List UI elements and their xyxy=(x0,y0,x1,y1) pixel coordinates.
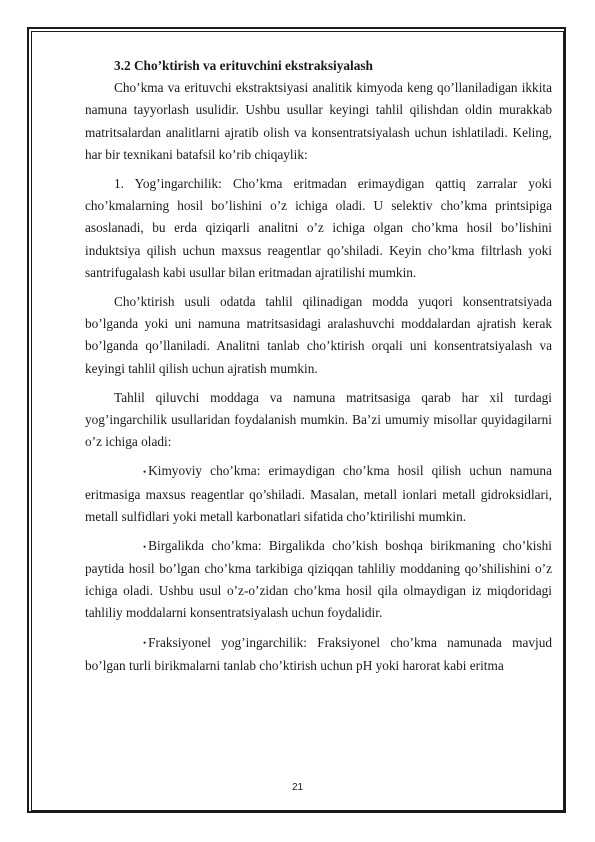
bullet-icon: • xyxy=(143,467,147,478)
bullet-item-fractional xyxy=(85,632,552,677)
document-body xyxy=(85,55,552,684)
bullet-text: Birgalikda cho’kma: Birgalikda cho’kish boshqa birikmaning cho’kishi paytida hosil bo’lgan cho’kma tarkibiga qiziqqan tahliliy moddaning qo’shilishini o’z ichiga oladi. Ushbu usul o’z-o’zidan cho’kma hosil qila olmaydigan iz miqdoridagi tahliliy moddalarni konsentratsiyalash uchun foydalidir. xyxy=(85,537,552,621)
paragraph-usage: Cho’ktirish usuli odatda tahlil qilinadigan modda yuqori konsentratsiyada bo’lganda yoki uni namuna matritsasidagi aralashuvchi moddalardan ajratish kerak bo’lganda qo’llaniladi. Analitni tanlab cho’ktirish orqali uni konsentratsiyalash va keyingi tahlil qilish uchun ajratish mumkin. xyxy=(85,294,552,376)
bullet-text: Fraksiyonel yog’ingarchilik: Fraksiyonel cho’kma namunada mavjud bo’lgan turli birikmalarni tanlab cho’ktirish uchun pH yoki harorat kabi eritma xyxy=(85,634,552,673)
section-heading: 3.2 Cho’ktirish va erituvchini ekstraksiyalash xyxy=(114,58,373,73)
paragraph-intro: Cho’kma va erituvchi ekstraktsiyasi analitik kimyoda keng qo’llaniladigan ikkita namuna tayyorlash usulidir. Ushbu usullar keyingi tahlil qilishdan oldin murakkab matritsalardan analitlarni ajratib olish va konsentratsiyalash uchun ishlatiladi. Keling, har bir texnikani batafsil ko’rib chiqaylik: xyxy=(85,80,552,162)
bullet-item-chemical xyxy=(85,460,552,527)
bullet-item-coprecipitation xyxy=(85,535,552,625)
bullet-icon: • xyxy=(143,638,147,649)
paragraph-precipitation: 1. Yog’ingarchilik: Cho’kma eritmadan erimaydigan qattiq zarralar yoki cho’kmalarning hosil bo’lishini o’z ichiga oladi. U selektiv cho’kma printsipiga asoslanadi, bu erda qiziqarli analitni o’z ichiga olgan cho’kma hosil bo’lishini induktsiya qilish uchun maxsus reagentlar qo’shiladi. Keyin cho’kma filtrlash yoki santrifugalash kabi usullar bilan eritmadan ajratilishi mumkin. xyxy=(85,176,552,280)
bullet-text: Kimyoviy cho’kma: erimaydigan cho’kma hosil qilish uchun namuna eritmasiga maxsus reagentlar qo’shiladi. Masalan, metall ionlari metall gidroksidlari, metall sulfidlari yoki metall karbonatlari sifatida cho’ktirilishi mumkin. xyxy=(85,463,552,524)
page-number: 21 xyxy=(291,782,304,793)
paragraph-methods: Tahlil qiluvchi moddaga va namuna matritsasiga qarab har xil turdagi yog’ingarchilik usullaridan foydalanish mumkin. Ba’zi umumiy misollar quyidagilarni o’z ichiga oladi: xyxy=(85,389,552,450)
bullet-icon: • xyxy=(143,541,147,552)
